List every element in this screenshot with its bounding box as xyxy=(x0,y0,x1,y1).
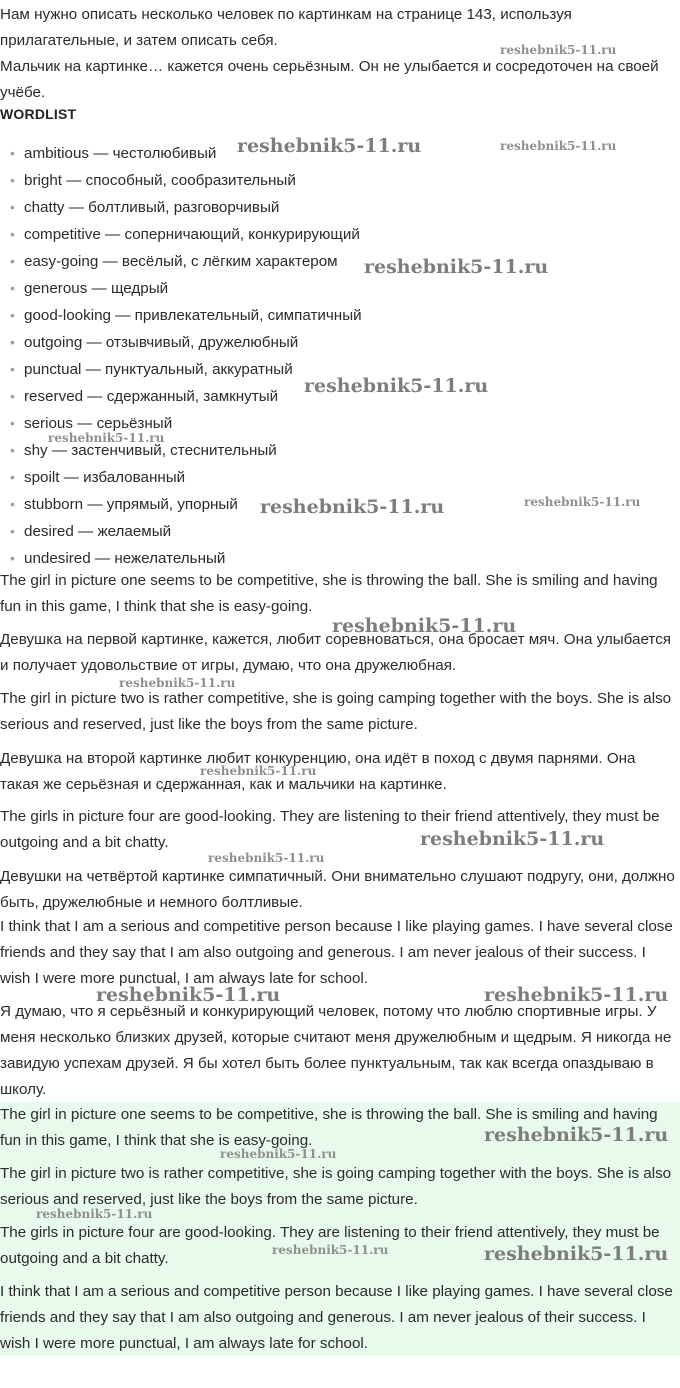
watermark: reshebnik5-11.ru xyxy=(208,851,325,865)
wordlist-item: • stubborn — упрямый, упорный xyxy=(10,491,362,518)
bullet-icon: • xyxy=(10,550,15,566)
bullet-icon: • xyxy=(10,226,15,242)
bullet-icon: • xyxy=(10,280,15,296)
watermark: reshebnik5-11.ru xyxy=(524,495,641,509)
wordlist-item: • reserved — сдержанный, замкнутый xyxy=(10,383,362,410)
bullet-icon: • xyxy=(10,253,15,269)
wordlist-item: • chatty — болтливый, разговорчивый xyxy=(10,194,362,221)
paragraph-girl-two-en: The girl in picture two is rather competitive, she is going camping together with the boys. She is also serious and reserved, just like the boys from the same picture. xyxy=(0,690,672,733)
bullet-icon: • xyxy=(10,145,15,161)
wordlist-item: • generous — щедрый xyxy=(10,275,362,302)
wordlist-item: • good-looking — привлекательный, симпатичный xyxy=(10,302,362,329)
intro-boy-description: Мальчик на картинке… кажется очень серьёзным. Он не улыбается и сосредоточен на своей учёбе. xyxy=(0,58,659,101)
watermark: reshebnik5-11.ru xyxy=(48,431,165,445)
paragraph-self-en: I think that I am a serious and competitive person because I like playing games. I have several close friends and they say that I am also outgoing and generous. I am never jealous of their success. I wish I were more punctual, I am always late for school. xyxy=(0,918,673,987)
watermark: reshebnik5-11.ru xyxy=(36,1207,153,1221)
wordlist-item: • serious — серьёзный xyxy=(10,410,362,437)
bullet-icon: • xyxy=(10,523,15,539)
highlight-girls-four: The girls in picture four are good-looking. They are listening to their friend attentively, they must be outgoing and a bit chatty. xyxy=(0,1224,660,1267)
highlight-self: I think that I am a serious and competitive person because I like playing games. I have several close friends and they say that I am also outgoing and generous. I am never jealous of their success. I wish I were more punctual, I am always late for school. xyxy=(0,1283,673,1352)
intro-section xyxy=(0,2,675,106)
bullet-icon: • xyxy=(10,469,15,485)
watermark: reshebnik5-11.ru xyxy=(484,1124,669,1146)
watermark: reshebnik5-11.ru xyxy=(500,139,617,153)
wordlist-item: • desired — желаемый xyxy=(10,518,362,545)
wordlist-item: • shy — застенчивый, стеснительный xyxy=(10,437,362,464)
bullet-icon: • xyxy=(10,307,15,323)
watermark: reshebnik5-11.ru xyxy=(304,375,489,397)
paragraph-girls-four-ru: Девушки на четвёртой картинке симпатичный. Они внимательно слушают подругу, они, должно быть, дружелюбные и немного болтливые. xyxy=(0,868,675,911)
watermark: reshebnik5-11.ru xyxy=(96,984,281,1006)
wordlist xyxy=(10,140,362,572)
watermark: reshebnik5-11.ru xyxy=(364,256,549,278)
wordlist-item: • easy-going — весёлый, с лёгким характером xyxy=(10,248,362,275)
paragraph-girls-four-en: The girls in picture four are good-looking. They are listening to their friend attentively, they must be outgoing and a bit chatty. xyxy=(0,808,660,851)
highlight-girl-one: The girl in picture one seems to be competitive, she is throwing the ball. She is smiling and having fun in this game, I think that she is easy-going. xyxy=(0,1106,658,1149)
wordlist-item: • bright — способный, сообразительный xyxy=(10,167,362,194)
watermark: reshebnik5-11.ru xyxy=(500,43,617,57)
watermark: reshebnik5-11.ru xyxy=(332,615,517,637)
wordlist-item: • spoilt — избалованный xyxy=(10,464,362,491)
paragraph-girl-two-ru: Девушка на второй картинке любит конкуренцию, она идёт в поход с двумя парнями. Она такая же серьёзная и сдержанная, как и мальчики на картинке. xyxy=(0,750,636,793)
watermark: reshebnik5-11.ru xyxy=(484,984,669,1006)
watermark: reshebnik5-11.ru xyxy=(272,1243,389,1257)
bullet-icon: • xyxy=(10,442,15,458)
watermark: reshebnik5-11.ru xyxy=(237,135,422,157)
watermark: reshebnik5-11.ru xyxy=(484,1243,669,1265)
watermark: reshebnik5-11.ru xyxy=(200,764,317,778)
watermark: reshebnik5-11.ru xyxy=(119,676,236,690)
wordlist-item: • undesired — нежелательный xyxy=(10,545,362,572)
bullet-icon: • xyxy=(10,361,15,377)
wordlist-heading: WORDLIST xyxy=(0,106,77,122)
wordlist-item: • punctual — пунктуальный, аккуратный xyxy=(10,356,362,383)
bullet-icon: • xyxy=(10,199,15,215)
watermark: reshebnik5-11.ru xyxy=(260,496,445,518)
bullet-icon: • xyxy=(10,415,15,431)
wordlist-item: • outgoing — отзывчивый, дружелюбный xyxy=(10,329,362,356)
bullet-icon: • xyxy=(10,496,15,512)
watermark: reshebnik5-11.ru xyxy=(420,828,605,850)
bullet-icon: • xyxy=(10,334,15,350)
highlight-girl-two: The girl in picture two is rather competitive, she is going camping together with the boys. She is also serious and reserved, just like the boys from the same picture. xyxy=(0,1165,672,1208)
bullet-icon: • xyxy=(10,172,15,188)
intro-task-text: Нам нужно описать несколько человек по картинкам на странице 143, используя прилагательные, и затем описать себя. xyxy=(0,6,572,49)
bullet-icon: • xyxy=(10,388,15,404)
paragraph-girl-one-en: The girl in picture one seems to be competitive, she is throwing the ball. She is smiling and having fun in this game, I think that she is easy-going. xyxy=(0,572,658,615)
watermark: reshebnik5-11.ru xyxy=(220,1147,337,1161)
paragraph-girl-one-ru: Девушка на первой картинке, кажется, любит соревноваться, она бросает мяч. Она улыбается и получает удовольствие от игры, думаю, что она дружелюбная. xyxy=(0,631,672,674)
wordlist-item: • ambitious — честолюбивый xyxy=(10,140,362,167)
paragraph-self-ru: Я думаю, что я серьёзный и конкурирующий человек, потому что люблю спортивные игры. У меня несколько близких друзей, которые считают меня дружелюбным и щедрым. Я никогда не завидую успехам друзей. Я бы хотел быть более пунктуальным, так как всегда опаздываю в школу. xyxy=(0,1003,672,1098)
wordlist-item: • competitive — соперничающий, конкурирующий xyxy=(10,221,362,248)
